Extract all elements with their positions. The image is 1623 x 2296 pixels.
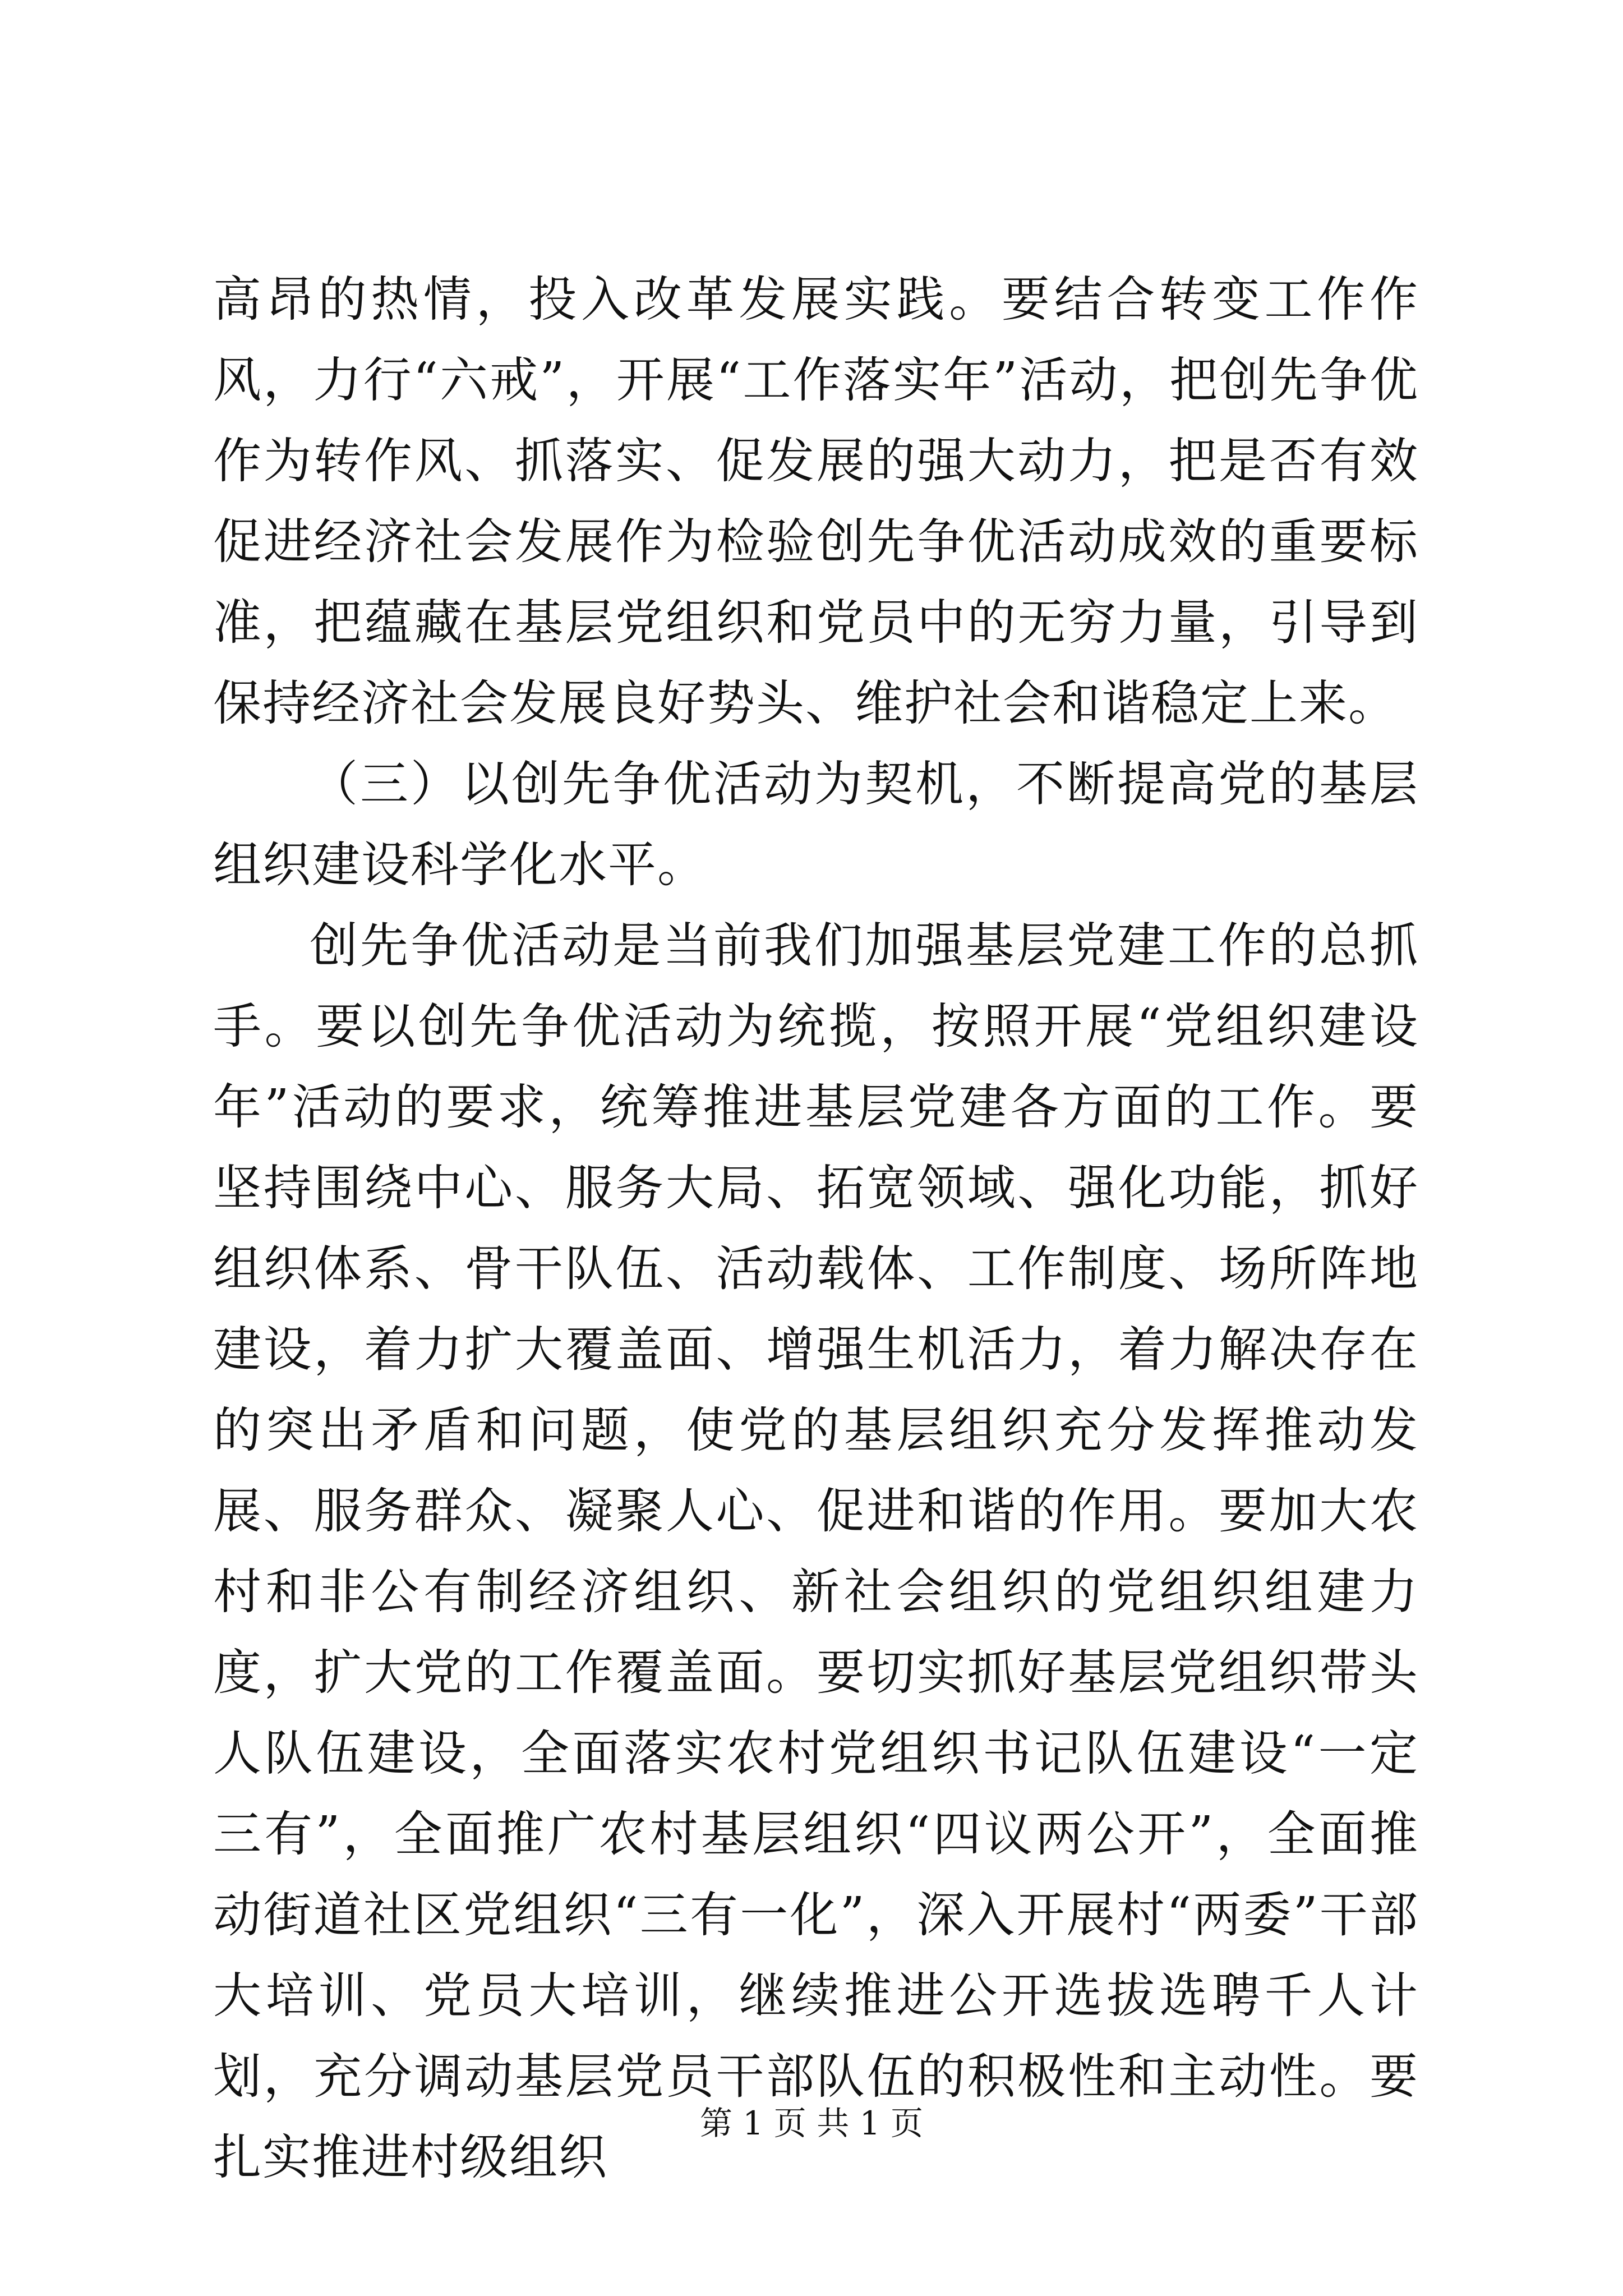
paragraph-1: 高昂的热情，投入改革发展实践。要结合转变工作作风，力行“六戒”，开展“工作落实年”活动，把创先争优作为转作风、抓落实、促发展的强大动力，把是否有效促进经济社会发展作为检验创先争优活动成效的重要标准，把蕴藏在基层党组织和党员中的无穷力量，引导到保持经济社会发展良好势头、维护社会和谐稳定上来。 — [213, 272, 1419, 731]
document-body — [213, 259, 1419, 2198]
paragraph-3: 创先争优活动是当前我们加强基层党建工作的总抓手。要以创先争优活动为统揽，按照开展“党组织建设年”活动的要求，统筹推进基层党建各方面的工作。要坚持围绕中心、服务大局、拓宽领域、强化功能，抓好组织体系、骨干队伍、活动载体、工作制度、场所阵地建设，着力扩大覆盖面、增强生机活力，着力解决存在的突出矛盾和问题，使党的基层组织充分发挥推动发展、服务群众、凝聚人心、促进和谐的作用。要加大农村和非公有制经济组织、新社会组织的党组织组建力度，扩大党的工作覆盖面。要切实抓好基层党组织带头人队伍建设，全面落实农村党组织书记队伍建设“一定三有”，全面推广农村基层组织“四议两公开”，全面推动街道社区党组织“三有一化”，深入开展村“两委”干部大培训、党员大培训，继续推进公开选拔选聘千人计划，充分调动基层党员干部队伍的积极性和主动性。要扎实推进村级组织 — [213, 918, 1419, 2185]
paragraph-2-section-heading: （三）以创先争优活动为契机，不断提高党的基层组织建设科学化水平。 — [213, 756, 1419, 893]
page-number-footer: 第 1 页 共 1 页 — [700, 2104, 923, 2142]
